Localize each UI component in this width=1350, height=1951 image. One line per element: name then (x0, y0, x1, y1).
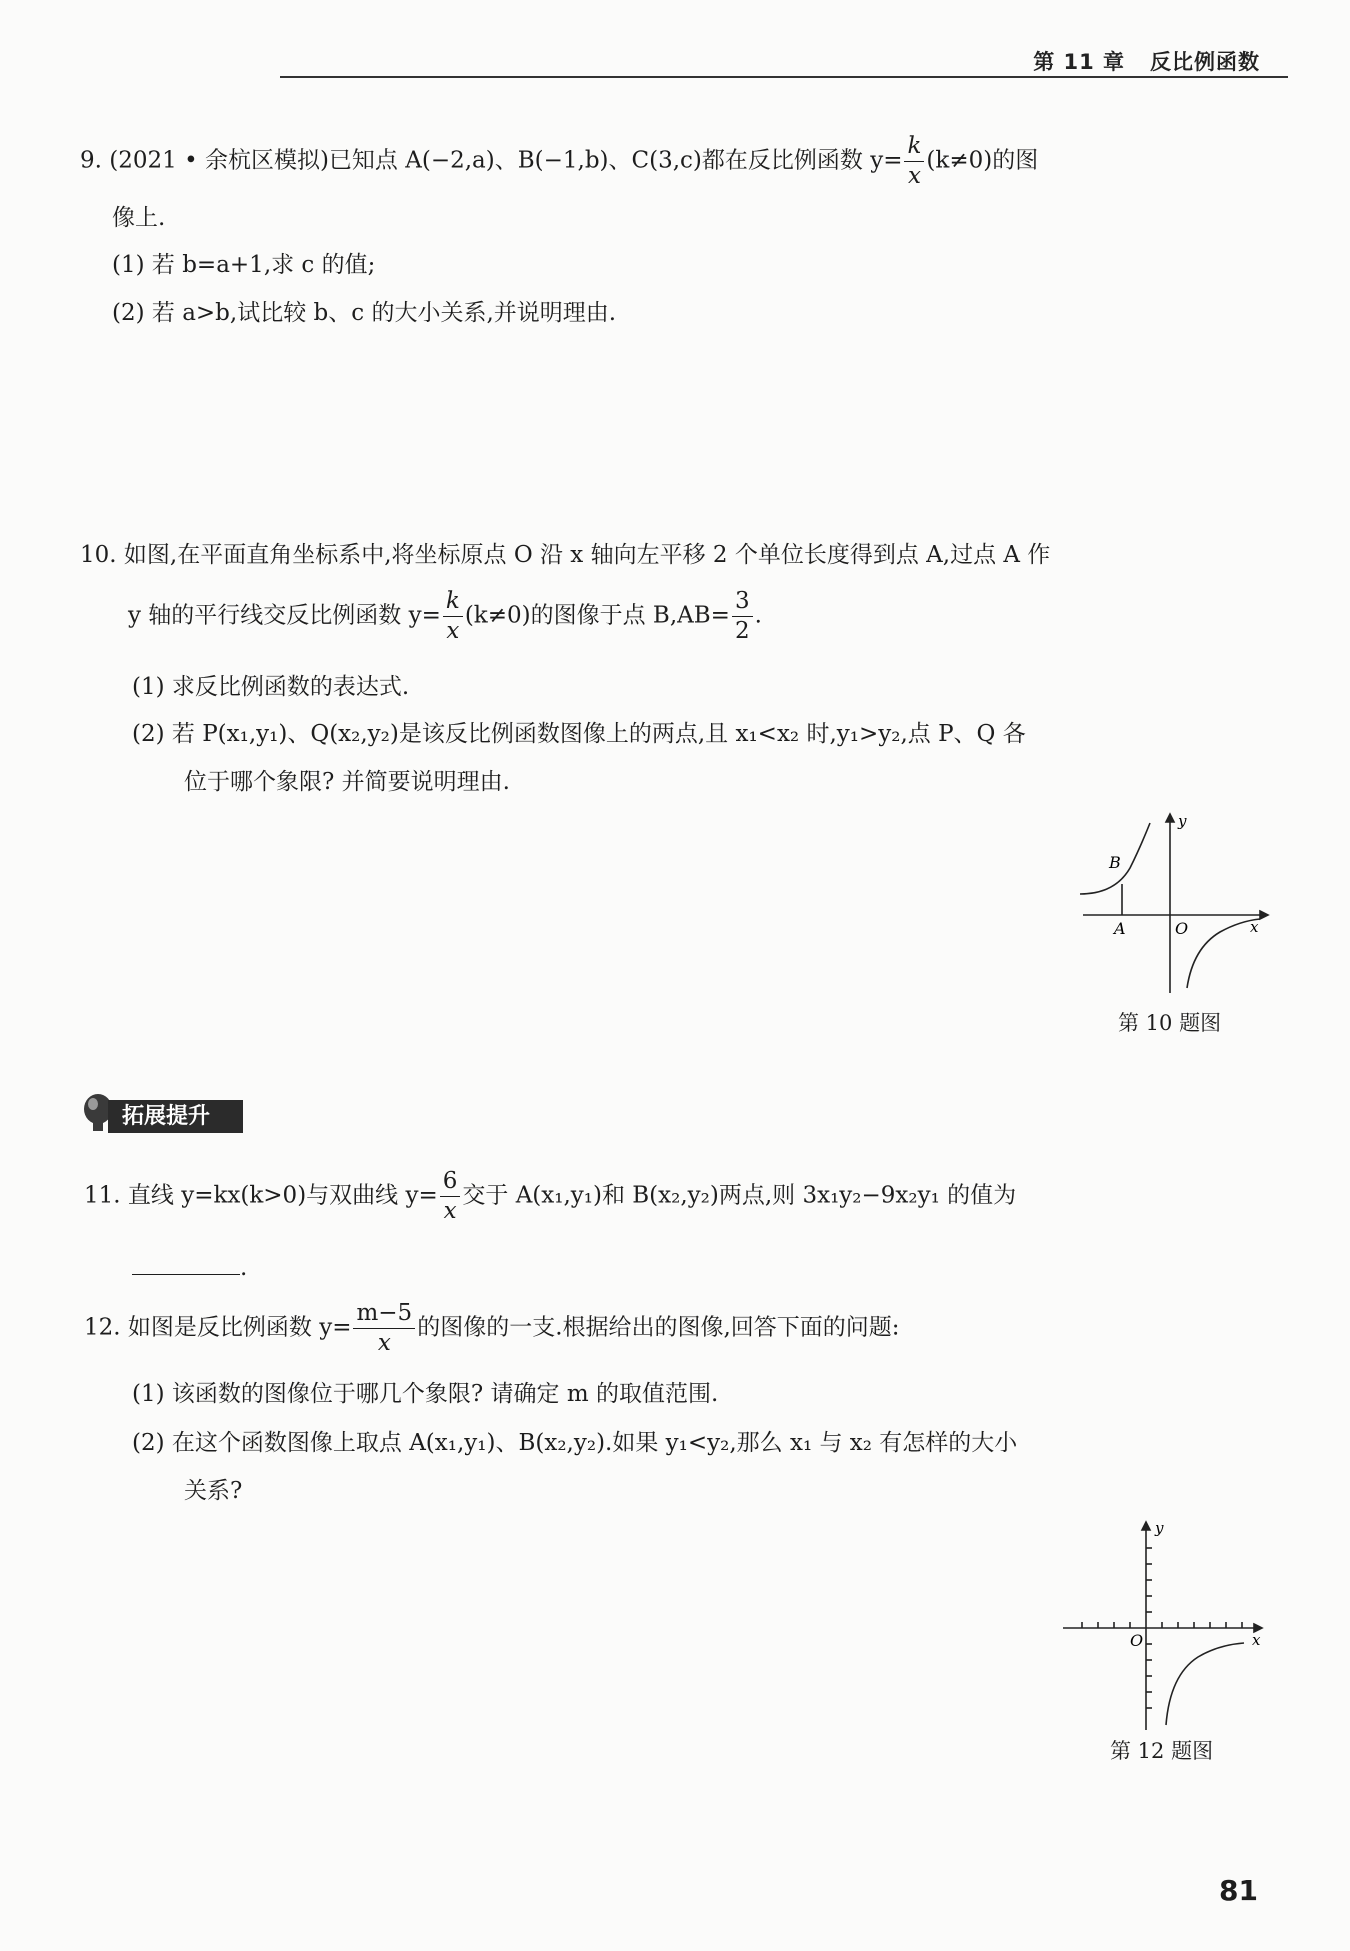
problem-10-line-1 (80, 540, 1050, 570)
point-b-label: B (1109, 853, 1121, 872)
fraction-denominator: x (907, 163, 921, 189)
fraction-denominator: x (377, 1330, 391, 1356)
origin-label: O (1130, 1631, 1144, 1650)
problem-11-number: 11. (84, 1182, 121, 1209)
fraction-numerator: k (904, 135, 924, 162)
figure-12-graph (1058, 1515, 1270, 1735)
problem-10-text-pre: y 轴的平行线交反比例函数 y= (128, 602, 441, 629)
problem-12-question-2-line-2: 关系? (184, 1478, 243, 1504)
problem-12-question-1: (1) 该函数的图像位于哪几个象限? 请确定 m 的取值范围. (132, 1381, 719, 1407)
header-rule (280, 76, 1288, 78)
x-axis-label: x (1250, 918, 1259, 936)
chapter-number: 第 11 章 (1033, 50, 1126, 74)
x-axis-arrow (1260, 911, 1268, 919)
fraction-denominator: x (443, 1198, 457, 1224)
problem-11-period: . (240, 1255, 248, 1281)
problem-11-answer-line (132, 1248, 247, 1283)
problem-11-text-post: 交于 A(x₁,y₁)和 B(x₂,y₂)两点,则 3x₁y₂−9x₂y₁ 的值为 (462, 1182, 1017, 1209)
y-axis-label: y (1155, 1519, 1164, 1537)
problem-11-line-1 (84, 1170, 1016, 1223)
problem-10-text-mid: (k≠0)的图像于点 B,AB= (464, 602, 730, 629)
hyperbola-branch (1166, 1643, 1244, 1725)
problem-10-line-2 (128, 590, 762, 643)
problem-9-text-pre: (2021 • 余杭区模拟)已知点 A(−2,a)、B(−1,b)、C(3,c)都在反比例函数 y= (109, 147, 903, 174)
fraction-numerator: m−5 (353, 1302, 415, 1329)
problem-9-line-1 (80, 135, 1038, 188)
fraction-k-over-x (904, 135, 924, 188)
fraction-numerator: 6 (440, 1170, 461, 1197)
fraction-three-halves (732, 590, 753, 643)
problem-9-text-post: (k≠0)的图 (926, 147, 1039, 174)
y-axis-arrow (1166, 814, 1174, 822)
fraction-numerator: k (443, 590, 463, 617)
x-axis-label: x (1252, 1631, 1261, 1649)
x-axis-ticks (1082, 1622, 1242, 1628)
figure-10-graph (1075, 808, 1275, 993)
problem-12-text-pre: 如图是反比例函数 y= (127, 1314, 352, 1341)
figure-10-caption: 第 10 题图 (1118, 1011, 1222, 1035)
origin-label: O (1175, 919, 1189, 938)
y-axis-label: y (1178, 812, 1187, 830)
problem-10-question-2-line-1: (2) 若 P(x₁,y₁)、Q(x₂,y₂)是该反比例函数图像上的两点,且 x₁<x₂ 时,y₁>y₂,点 P、Q 各 (132, 721, 1026, 747)
answer-blank (132, 1248, 240, 1275)
problem-9-question-1: (1) 若 b=a+1,求 c 的值; (112, 252, 376, 278)
problem-11-text-pre: 直线 y=kx(k>0)与双曲线 y= (127, 1182, 438, 1209)
fraction-6-over-x (440, 1170, 461, 1223)
fraction-denominator: x (446, 618, 460, 644)
problem-10-text: 如图,在平面直角坐标系中,将坐标原点 O 沿 x 轴向左平移 2 个单位长度得到点 A,过点 A 作 (123, 542, 1051, 568)
figure-12-caption: 第 12 题图 (1110, 1739, 1214, 1763)
problem-9-question-2: (2) 若 a>b,试比较 b、c 的大小关系,并说明理由. (112, 300, 617, 326)
problem-9-line-2: 像上. (112, 205, 166, 231)
problem-9-number: 9. (80, 147, 102, 174)
section-title-extension: 拓展提升 (108, 1100, 243, 1133)
problem-12-number: 12. (84, 1314, 121, 1341)
problem-10-question-2-line-2: 位于哪个象限? 并简要说明理由. (184, 769, 510, 795)
problem-10-number: 10. (80, 542, 117, 568)
problem-12-text-post: 的图像的一支.根据给出的图像,回答下面的问题: (417, 1314, 900, 1341)
fraction-numerator: 3 (732, 590, 753, 617)
fraction-denominator: 2 (734, 618, 750, 644)
fraction-m-minus-5-over-x (353, 1302, 415, 1355)
problem-10-question-1: (1) 求反比例函数的表达式. (132, 674, 410, 700)
problem-12-question-2-line-1: (2) 在这个函数图像上取点 A(x₁,y₁)、B(x₂,y₂).如果 y₁<y₂,那么 x₁ 与 x₂ 有怎样的大小 (132, 1430, 1018, 1456)
y-axis-arrow (1142, 1522, 1150, 1530)
problem-12-line-1 (84, 1302, 900, 1355)
fraction-k-over-x (443, 590, 463, 643)
chapter-header (1033, 46, 1260, 76)
page-number: 81 (1219, 1874, 1258, 1907)
chapter-title: 反比例函数 (1150, 50, 1260, 74)
point-a-label: A (1114, 919, 1126, 938)
problem-10-text-post: . (754, 602, 762, 629)
